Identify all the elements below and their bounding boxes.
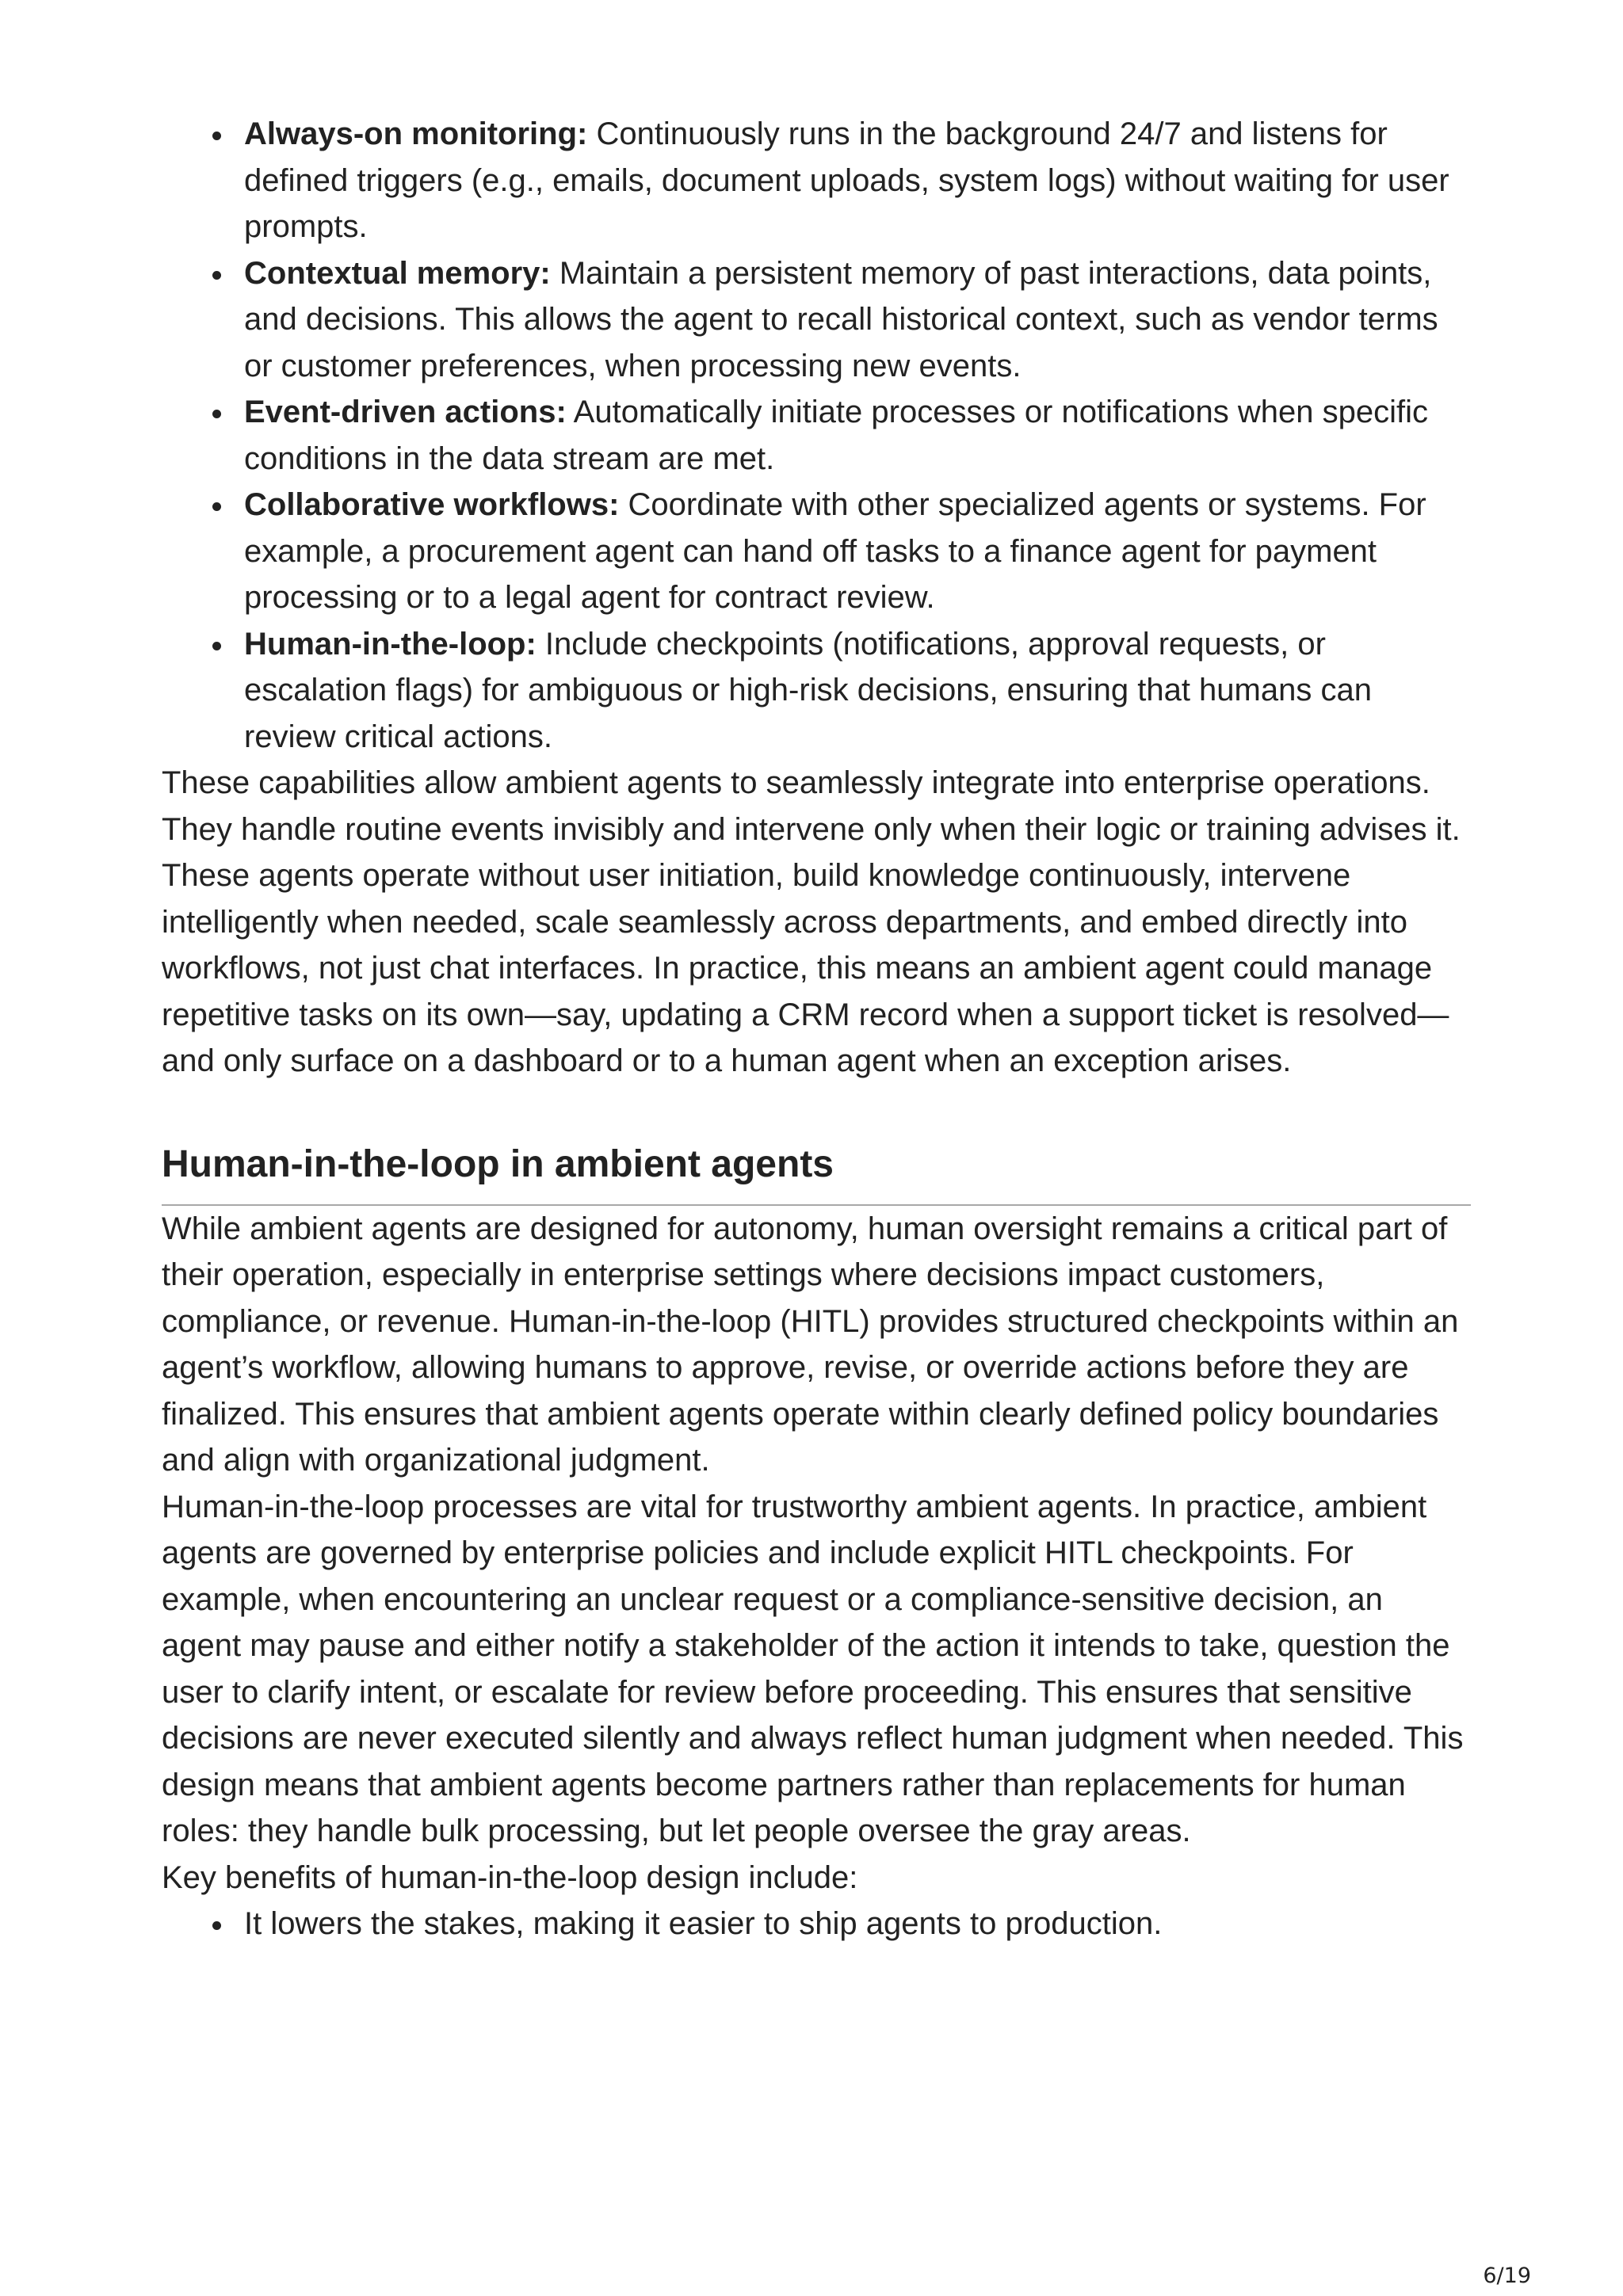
bullet-text: Coordinate with other specialized agents or systems. For example, a procurement agent can hand off tasks to a finance agent for payment processing or to a legal agent for contract review. [244,487,1426,615]
document-page [162,111,1471,1947]
bullet-lead: Event-driven actions: [244,395,567,429]
benefits-list [162,1901,1471,1947]
list-item [244,250,1471,390]
hitl-intro-paragraph: While ambient agents are designed for autonomy, human oversight remains a critical part of their operation, especially in enterprise settings where decisions impact customers, compliance, or revenue. Human-in-the-loop (HITL) provides structured checkpoints within an agent’s workflow, allowing humans to approve, revise, or override actions before they are finalized. This ensures that ambient agents operate within clearly defined policy boundaries and align with organizational judgment. [162,1211,1459,1478]
hitl-vital-paragraph: Human-in-the-loop processes are vital for trustworthy ambient agents. In practice, ambient agents are governed by enterprise policies and include explicit HITL checkpoints. For example, when encountering an unclear request or a compliance-sensitive decision, an agent may pause and either notify a stakeholder of the action it intends to take, question the user to clarify intent, or escalate for review before proceeding. This ensures that sensitive decisions are never executed silently and always reflect human judgment when needed. This design means that ambient agents become partners rather than replacements for human roles: they handle bulk processing, but let people oversee the gray areas. [162,1489,1464,1848]
page-number: 6/19 [1483,2264,1531,2288]
list-item [244,389,1471,482]
list-item: It lowers the stakes, making it easier to ship agents to production. [244,1901,1471,1947]
bullet-lead: Contextual memory: [244,255,551,291]
capabilities-paragraph: These capabilities allow ambient agents to seamlessly integrate into enterprise operations. They handle routine events invisibly and intervene only when their logic or training advises it. These agents operate without user initiation, build knowledge continuously, intervene intelligently when needed, scale seamlessly across departments, and embed directly into workflows, not just chat interfaces. In practice, this means an ambient agent could manage repetitive tasks on its own—say, updating a CRM record when a support ticket is resolved—and only surface on a dashboard or to a human agent when an exception arises. [162,765,1461,1078]
section-heading: Human-in-the-loop in ambient agents [162,1141,1471,1206]
bullet-text: Include checkpoints (notifications, approval requests, or escalation flags) for ambiguous or high-risk decisions, ensuring that humans can review critical actions. [244,626,1372,754]
bullet-text: Maintain a persistent memory of past interactions, data points, and decisions. This allows the agent to recall historical context, such as vendor terms or customer preferences, when processing new events. [244,255,1438,383]
bullet-lead: Human-in-the-loop: [244,626,537,662]
capabilities-list [162,111,1471,760]
list-item [244,482,1471,621]
bullet-lead: Collaborative workflows: [244,487,620,522]
bullet-lead: Always-on monitoring: [244,116,588,151]
list-item [244,621,1471,761]
bullet-text: Continuously runs in the background 24/7 and listens for defined triggers (e.g., emails, document uploads, system logs) without waiting for user prompts. [244,116,1449,244]
bullet-text: Automatically initiate processes or notifications when specific conditions in the data stream are met. [244,395,1428,476]
benefits-intro: Key benefits of human-in-the-loop design include: [162,1859,858,1895]
list-item [244,111,1471,250]
